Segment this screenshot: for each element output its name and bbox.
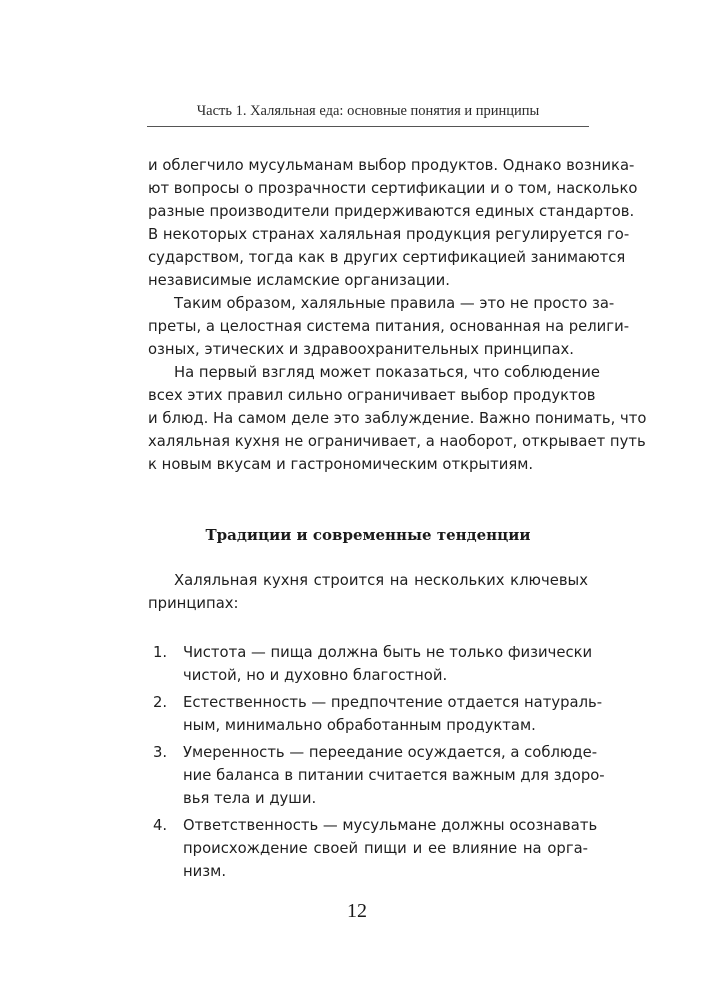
text-line: независимые исламские организации. — [148, 272, 450, 289]
text-line: В некоторых странах халяльная продукция регулируется го- — [148, 226, 630, 243]
text-line: Умеренность — переедание осуждается, а соблюде- — [183, 744, 598, 761]
list-item — [148, 691, 603, 737]
text-line: всех этих правил сильно ограничивает выбор продуктов — [148, 387, 596, 404]
text-line: ние баланса в питании считается важным для здоро- — [183, 767, 605, 784]
section-heading: Традиции и современные тенденции — [205, 526, 531, 544]
list-item — [148, 814, 598, 883]
text-line: сударством, тогда как в других сертификацией занимаются — [148, 249, 626, 266]
text-line: озных, этических и здравоохранительных принципах. — [148, 341, 574, 358]
text-line: происхождение своей пищи и ее влияние на орга- — [183, 840, 588, 857]
running-header: Часть 1. Халяльная еда: основные понятия и принципы — [196, 103, 540, 119]
paragraph-misconception — [148, 361, 647, 476]
intro-paragraph — [148, 569, 588, 615]
page-number: 12 — [347, 900, 367, 922]
principles-list — [148, 641, 605, 887]
list-item — [148, 741, 605, 810]
paragraph-summary — [148, 292, 630, 361]
text-line: Халяльная кухня строится на нескольких ключевых — [174, 572, 588, 589]
header-rule — [147, 126, 589, 127]
text-line: халяльная кухня не ограничивает, а наоборот, открывает путь — [148, 433, 646, 450]
text-line: чистой, но и духовно благостной. — [183, 667, 448, 684]
list-number: 2. — [153, 694, 168, 711]
text-line: Таким образом, халяльные правила — это не просто за- — [174, 295, 615, 312]
list-item — [148, 641, 593, 687]
text-line: к новым вкусам и гастрономическим открытиям. — [148, 456, 534, 473]
text-line: вья тела и души. — [183, 790, 317, 807]
list-number: 3. — [153, 744, 168, 761]
text-line: низм. — [183, 863, 227, 880]
text-line: и облегчило мусульманам выбор продуктов. Однако возника- — [148, 157, 635, 174]
text-line: и блюд. На самом деле это заблуждение. Важно понимать, что — [148, 410, 647, 427]
text-line: На первый взгляд может показаться, что соблюдение — [174, 364, 600, 381]
text-line: ным, минимально обработанным продуктам. — [183, 717, 536, 734]
list-number: 1. — [153, 644, 168, 661]
paragraph-continuation — [148, 154, 638, 292]
list-number: 4. — [153, 817, 168, 834]
text-line: Естественность — предпочтение отдается натураль- — [183, 694, 603, 711]
text-line: ют вопросы о прозрачности сертификации и о том, насколько — [148, 180, 638, 197]
text-line: Чистота — пища должна быть не только физически — [183, 644, 593, 661]
text-line: преты, а целостная система питания, основанная на религи- — [148, 318, 630, 335]
text-line: Ответственность — мусульмане должны осознавать — [183, 817, 598, 834]
text-line: принципах: — [148, 595, 239, 612]
text-line: разные производители придерживаются единых стандартов. — [148, 203, 635, 220]
